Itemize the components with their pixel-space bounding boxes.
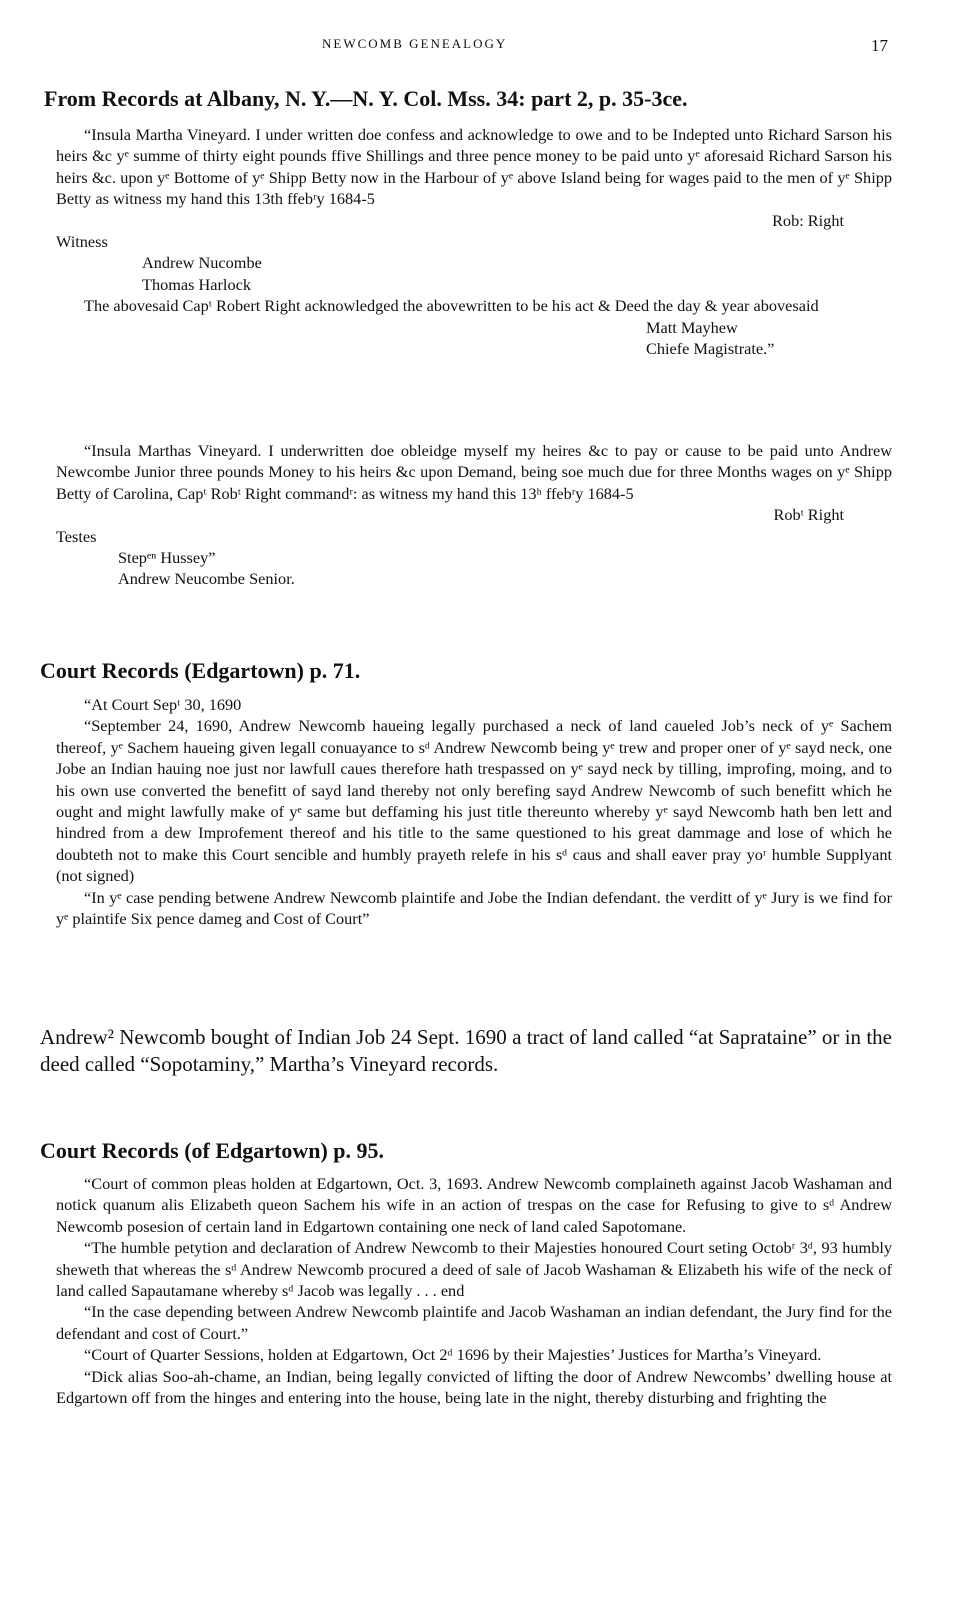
- summary-paragraph: Andrew² Newcomb bought of Indian Job 24 Sept. 1690 a tract of land called “at Saprataine” or in the deed called “Sopotaminy,” Martha’s Vineyard records.: [40, 1025, 892, 1076]
- running-title: NEWCOMB GENEALOGY: [322, 36, 508, 51]
- section-court-95-heading-wrap: [40, 1138, 892, 1164]
- magistrate-name: Matt Mayhew: [646, 317, 738, 337]
- witness-label: Witness: [56, 232, 108, 252]
- summary-wrap: [40, 1024, 892, 1078]
- deed-two-text: “Insula Marthas Vineyard. I underwritten doe obleidge myself my heires &c to pay or cause to be paid unto Andrew Newcombe Junior three pounds Money to his heirs &c upon Demand, being soe much due for three Months wages on yᵉ Shipp Betty of Carolina, Capᵗ Robᵗ Right commandʳ: as witness my hand this 13ʰ ffebʳy 1684-5: [56, 441, 892, 503]
- witness-name: Andrew Nucombe: [142, 253, 262, 273]
- section-albany-heading-wrap: [44, 86, 892, 112]
- court-71-body: [56, 694, 892, 929]
- court-95-paragraph: “Dick alias Soo-ah-chame, an Indian, being legally convicted of lifting the door of Andrew Newcombs’ dwelling house at Edgartown off from the hinges and entering into the house, being late in the night, thereby disturbing and frighting the: [56, 1366, 892, 1408]
- testes-label: Testes: [56, 526, 97, 546]
- acknowledgement-text: The abovesaid Capᵗ Robert Right acknowledged the abovewritten to be his act & Deed the day & year abovesaid: [84, 296, 819, 316]
- deed-two: [56, 440, 892, 590]
- witness-name: Thomas Harlock: [142, 274, 251, 294]
- court-95-paragraph: “Court of Quarter Sessions, holden at Edgartown, Oct 2ᵈ 1696 by their Majesties’ Justices for Martha’s Vineyard.: [84, 1345, 822, 1365]
- deed-one-signer: Rob: Right: [772, 210, 844, 230]
- deed-one-text: “Insula Martha Vineyard. I under written doe confess and acknowledge to owe and to be Indepted unto Richard Sarson his heirs &c yᵉ summe of thirty eight pounds ffive Shillings and three pence money to be paid unto yᵉ aforesaid Richard Sarson his heirs &c. upon yᵉ Bottome of yᵉ Shipp Betty now in the Harbour of yᵉ above Island being for wages paid to the men of yᵉ Shipp Betty as witness my hand this 13th ffebʳy 1684-5: [56, 125, 892, 209]
- deed-one: [56, 124, 892, 359]
- section-court-71-heading-wrap: [40, 658, 892, 684]
- magistrate-title: Chiefe Magistrate.”: [646, 339, 775, 359]
- section-heading-court-71: Court Records (Edgartown) p. 71.: [40, 658, 361, 683]
- court-71-petition: “September 24, 1690, Andrew Newcomb haueing legally purchased a neck of land caueled Job’s neck of yᵉ Sachem thereof, yᵉ Sachem haueing given legall conuayance to sᵈ Andrew Newcomb being yᵉ trew and proper oner of yᵉ sayd neck, one Jobe an Indian hauing noe just nor lawfull caues therefore hath trespassed on yᵉ sayd neck by tilling, improfing, moing, and to his own use converted the benefitt of sayd land thereby not only berefing sayd Andrew Newcomb of such benefitt which he ought and might lawfully make of yᵉ same but deffaming his just title thereunto whereby yᵉ sayd Newcomb hath ben lett and hindred from a dew Improfement thereof and his title to the same questioned to his great dammage and lose of which he doubteth not to make this Court sencible and humbly prayeth relefe in his sᵈ caus and shall eaver pray yoʳ humble Supplyant (not signed): [56, 716, 892, 886]
- court-95-paragraph: “The humble petytion and declaration of Andrew Newcomb to their Majesties honoured Court seting Octobʳ 3ᵈ, 93 humbly sheweth that whereas the sᵈ Andrew Newcomb procured a deed of sale of Jacob Washaman & Elizabeth his wife of the neck of land called Sapautamane whereby sᵈ Jacob was legally . . . end: [56, 1238, 892, 1301]
- court-71-verdict: “In yᵉ case pending betwene Andrew Newcomb plaintife and Jobe the Indian defendant. the verditt of yᵉ Jury is we find for yᵉ plaintife Six pence dameg and Cost of Court”: [56, 887, 892, 929]
- page-header: [0, 36, 980, 56]
- court-95-paragraph: “Court of common pleas holden at Edgartown, Oct. 3, 1693. Andrew Newcomb complaineth against Jacob Washaman and notick quanum alis Elizabeth queon Sachem his wife in an action of trespas on the case for Refusing to give to sᵈ Andrew Newcomb posesion of certain land in Edgartown containing one neck of land caled Sapotomane.: [56, 1174, 892, 1236]
- testis-name: Stepᵉⁿ Hussey”: [118, 548, 216, 568]
- court-95-paragraph: “In the case depending between Andrew Newcomb plaintife and Jacob Washaman an indian defendant, the Jury find for the defendant and cost of Court.”: [56, 1302, 892, 1343]
- testis-name: Andrew Neucombe Senior.: [118, 569, 295, 589]
- section-heading-albany: From Records at Albany, N. Y.—N. Y. Col. Mss. 34: part 2, p. 35-3ce.: [44, 86, 688, 111]
- section-heading-court-95: Court Records (of Edgartown) p. 95.: [40, 1138, 385, 1163]
- court-95-body: [56, 1173, 892, 1408]
- deed-two-signer: Robᵗ Right: [773, 505, 844, 525]
- court-date-line: “At Court Sepᵗ 30, 1690: [84, 695, 242, 714]
- page-number: 17: [871, 36, 888, 55]
